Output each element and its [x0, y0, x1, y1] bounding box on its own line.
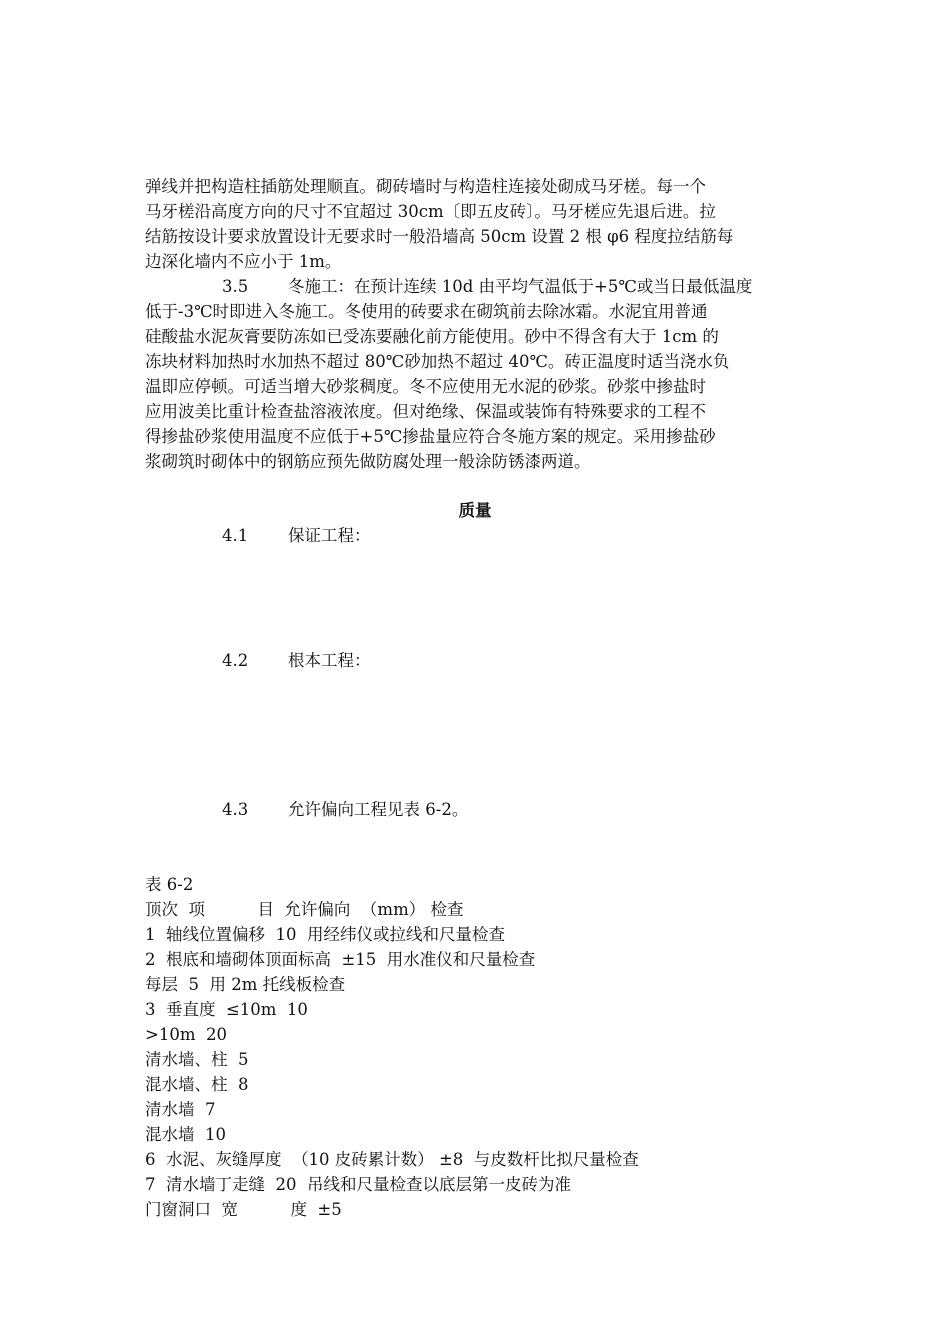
paragraph-line: 应用波美比重计检查盐溶液浓度。但对绝缘、保温或装饰有特殊要求的工程不 [145, 402, 706, 421]
winter-construction-heading-line [222, 274, 752, 299]
section-title: 质量 [458, 501, 492, 520]
item-number: 4.2 [222, 651, 249, 670]
paragraph-line: 马牙槎沿高度方向的尺寸不宜超过 30cm〔即五皮砖〕。马牙槎应先退后进。拉 [145, 202, 716, 221]
paragraph-line: 弹线并把构造柱插筋处理顺直。砌砖墙时与构造柱连接处砌成马牙槎。每一个 [145, 177, 706, 196]
table-row: 1 轴线位置偏移 10 用经纬仪或拉线和尺量检查 [145, 925, 505, 944]
table-row: 2 根底和墙砌体顶面标高 ±15 用水准仪和尺量检查 [145, 950, 536, 969]
paragraph-line: 边深化墙内不应小于 1m。 [145, 252, 342, 271]
item-4-2 [222, 648, 371, 673]
table-row: 6 水泥、灰缝厚度 （10 皮砖累计数） ±8 与皮数杆比拟尺量检查 [145, 1150, 639, 1169]
table-row: 顶次 项 目 允许偏向 （mm） 检查 [145, 900, 464, 919]
paragraph-line: 冻块材料加热时水加热不超过 80℃砂加热不超过 40℃。砖正温度时适当浇水负 [145, 352, 730, 371]
table-row: 混水墙、柱 8 [145, 1075, 249, 1094]
table-row: 清水墙、柱 5 [145, 1050, 249, 1069]
item-number: 4.3 [222, 800, 249, 819]
section-number: 3.5 [222, 277, 249, 296]
item-text: 保证工程： [288, 526, 371, 545]
table-row: 混水墙 10 [145, 1125, 226, 1144]
table-row: 3 垂直度 ≤10m 10 [145, 1000, 308, 1019]
table-row: 清水墙 7 [145, 1100, 216, 1119]
table-row: 7 清水墙丁走缝 20 吊线和尺量检查以底层第一皮砖为准 [145, 1175, 571, 1194]
paragraph-line: 浆砌筑时砌体中的钢筋应预先做防腐处理一般涂防锈漆两道。 [145, 452, 591, 471]
table-caption: 表 6-2 [145, 875, 194, 894]
item-4-1 [222, 523, 371, 548]
paragraph-line: 温即应停顿。可适当增大砂浆稠度。冬不应使用无水泥的砂浆。砂浆中掺盐时 [145, 377, 706, 396]
table-row: 每层 5 用 2m 托线板检查 [145, 975, 346, 994]
item-4-3 [222, 797, 468, 822]
table-row: >10m 20 [145, 1025, 227, 1044]
item-text: 允许偏向工程见表 6-2。 [288, 800, 469, 819]
paragraph-line: 硅酸盐水泥灰膏要防冻如已受冻要融化前方能使用。砂中不得含有大于 1cm 的 [145, 327, 719, 346]
item-text: 根本工程： [288, 651, 371, 670]
item-number: 4.1 [222, 526, 249, 545]
paragraph-line: 低于-3℃时即进入冬施工。冬使用的砖要求在砌筑前去除冰霜。水泥宜用普通 [145, 302, 708, 321]
paragraph-text: 冬施工：在预计连续 10d 由平均气温低于+5℃或当日最低温度 [288, 277, 753, 296]
paragraph-line: 结筋按设计要求放置设计无要求时一般沿墙高 50cm 设置 2 根 φ6 程度拉结筋每 [145, 227, 734, 246]
table-row: 门窗洞口 宽 度 ±5 [145, 1200, 342, 1219]
paragraph-line: 得掺盐砂浆使用温度不应低于+5℃掺盐量应符合冬施方案的规定。采用掺盐砂 [145, 427, 716, 446]
